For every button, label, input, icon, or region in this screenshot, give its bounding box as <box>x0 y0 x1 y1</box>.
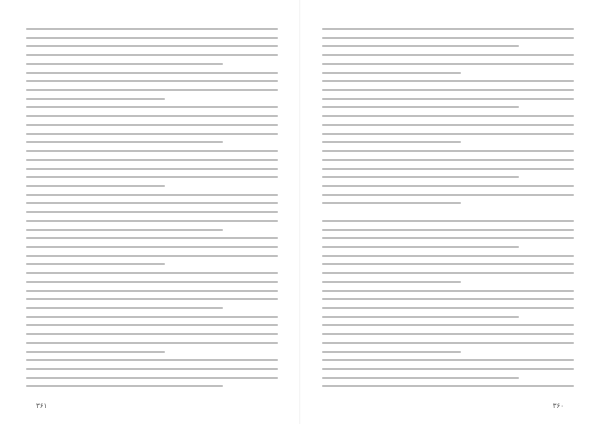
text-line <box>322 368 574 370</box>
right-page-text <box>26 28 278 388</box>
page-number: ۳۶۰ <box>552 402 564 410</box>
text-line <box>322 220 574 222</box>
text-line <box>322 194 574 196</box>
text-line <box>26 359 278 361</box>
text-line <box>322 89 574 91</box>
text-line <box>26 72 278 74</box>
text-line <box>322 150 574 152</box>
text-line <box>26 307 223 309</box>
text-line <box>322 359 574 361</box>
text-line <box>26 168 278 170</box>
text-line <box>26 106 278 108</box>
text-line <box>322 98 574 100</box>
text-line <box>26 80 278 82</box>
text-line <box>322 28 574 30</box>
text-line <box>26 255 278 257</box>
text-line <box>26 54 278 56</box>
text-line <box>322 168 574 170</box>
text-line <box>322 37 574 39</box>
text-line <box>322 72 461 74</box>
left-page <box>300 0 600 424</box>
paragraph-gap <box>322 211 574 213</box>
text-line <box>26 263 165 265</box>
text-line <box>26 141 223 143</box>
text-line <box>322 159 574 161</box>
text-line <box>322 333 574 335</box>
text-line <box>26 351 165 353</box>
text-line <box>322 307 574 309</box>
text-line <box>26 377 278 379</box>
text-line <box>322 133 574 135</box>
text-line <box>322 324 574 326</box>
text-line <box>322 80 574 82</box>
text-line <box>322 351 461 353</box>
text-line <box>322 229 574 231</box>
text-line <box>322 263 574 265</box>
text-line <box>322 176 519 178</box>
text-line <box>322 290 574 292</box>
text-line <box>322 124 574 126</box>
text-line <box>26 37 278 39</box>
text-line <box>26 246 278 248</box>
text-line <box>322 202 461 204</box>
text-line <box>26 202 278 204</box>
text-line <box>26 229 223 231</box>
text-line <box>26 333 278 335</box>
text-line <box>322 237 574 239</box>
text-line <box>322 385 574 387</box>
text-line <box>26 272 278 274</box>
text-line <box>26 159 278 161</box>
text-line <box>26 385 223 387</box>
book-gutter <box>299 0 301 424</box>
text-line <box>322 272 574 274</box>
text-line <box>322 185 574 187</box>
text-line <box>26 98 165 100</box>
text-line <box>26 220 278 222</box>
text-line <box>26 290 278 292</box>
text-line <box>26 176 278 178</box>
text-line <box>322 316 519 318</box>
text-line <box>26 324 278 326</box>
text-line <box>26 316 278 318</box>
text-line <box>322 106 519 108</box>
text-line <box>26 194 278 196</box>
text-line <box>26 45 278 47</box>
text-line <box>26 28 278 30</box>
text-line <box>322 54 574 56</box>
text-line <box>322 115 574 117</box>
text-line <box>26 115 278 117</box>
text-line <box>322 141 461 143</box>
text-line <box>322 255 574 257</box>
text-line <box>26 185 165 187</box>
text-line <box>26 342 278 344</box>
page-number: ۳۶۱ <box>36 402 48 410</box>
text-line <box>26 89 278 91</box>
text-line <box>322 45 519 47</box>
text-line <box>322 377 519 379</box>
text-line <box>322 63 574 65</box>
text-line <box>26 237 278 239</box>
text-line <box>26 368 278 370</box>
text-line <box>26 150 278 152</box>
text-line <box>26 298 278 300</box>
text-line <box>322 246 519 248</box>
text-line <box>322 342 574 344</box>
text-line <box>26 211 278 213</box>
text-line <box>26 124 278 126</box>
text-line <box>26 63 223 65</box>
text-line <box>322 298 574 300</box>
left-page-text <box>322 28 574 388</box>
text-line <box>26 133 278 135</box>
text-line <box>322 281 461 283</box>
text-line <box>26 281 278 283</box>
